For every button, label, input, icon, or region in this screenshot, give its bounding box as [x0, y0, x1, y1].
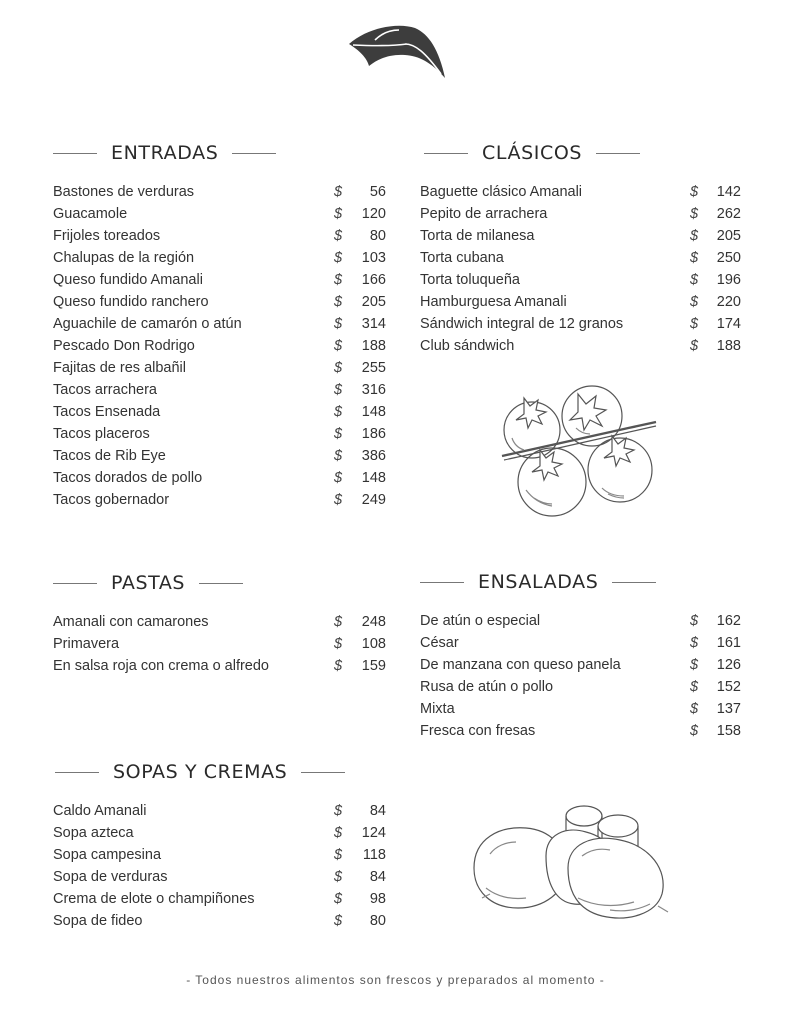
currency-symbol: $ [334, 492, 343, 508]
menu-item-name: Tacos gobernador [53, 492, 170, 508]
menu-item [53, 445, 388, 467]
menu-item-price: 174 [716, 316, 741, 332]
section-title: ENTRADAS [111, 142, 219, 164]
menu-item [53, 181, 388, 203]
menu-item [53, 313, 388, 335]
menu-item-name: Baguette clásico Amanali [420, 184, 583, 200]
currency-symbol: $ [690, 184, 699, 200]
currency-symbol: $ [334, 448, 343, 464]
mushrooms-illustration [470, 798, 682, 922]
menu-item-name: Queso fundido Amanali [53, 272, 203, 288]
menu-item-price: 250 [716, 250, 741, 266]
heading-rule-left [424, 153, 468, 154]
currency-symbol: $ [334, 891, 343, 907]
menu-item [53, 633, 388, 655]
menu-item-name: Frijoles toreados [53, 228, 161, 244]
menu-item [53, 423, 388, 445]
menu-item-name: Sopa de verduras [53, 869, 168, 885]
menu-item-name: Tacos arrachera [53, 382, 157, 398]
menu-list [53, 800, 388, 932]
menu-item [420, 313, 742, 335]
menu-item-name: Queso fundido ranchero [53, 294, 209, 310]
section-header [53, 141, 388, 165]
currency-symbol: $ [334, 338, 343, 354]
menu-item-name: Tacos de Rib Eye [53, 448, 166, 464]
heading-rule-right [301, 772, 345, 773]
menu-list [420, 181, 742, 357]
menu-item-price: 316 [361, 382, 386, 398]
menu-item [53, 247, 388, 269]
menu-item-price: 255 [361, 360, 386, 376]
menu-item [420, 632, 742, 654]
currency-symbol: $ [334, 184, 343, 200]
menu-item-name: Tacos dorados de pollo [53, 470, 203, 486]
menu-item [420, 676, 742, 698]
menu-item [53, 822, 388, 844]
menu-item-price: 84 [369, 869, 386, 885]
menu-item-price: 120 [361, 206, 386, 222]
menu-item-price: 98 [369, 891, 386, 907]
menu-item [53, 866, 388, 888]
heading-rule-right [612, 582, 656, 583]
menu-item-name: Torta de milanesa [420, 228, 535, 244]
section-title: CLÁSICOS [482, 142, 583, 164]
menu-item [53, 379, 388, 401]
currency-symbol: $ [334, 614, 343, 630]
menu-item-name: Fajitas de res albañil [53, 360, 186, 376]
currency-symbol: $ [690, 679, 699, 695]
menu-item-name: Tacos placeros [53, 426, 150, 442]
currency-symbol: $ [334, 360, 343, 376]
currency-symbol: $ [334, 228, 343, 244]
section-title: PASTAS [111, 572, 186, 594]
menu-item-price: 152 [716, 679, 741, 695]
menu-item-name: Chalupas de la región [53, 250, 195, 266]
section-pastas [53, 571, 388, 677]
section-entradas [53, 141, 388, 511]
currency-symbol: $ [334, 470, 343, 486]
menu-item-price: 148 [361, 404, 386, 420]
menu-item-price: 161 [716, 635, 741, 651]
currency-symbol: $ [334, 206, 343, 222]
menu-item-price: 103 [361, 250, 386, 266]
currency-symbol: $ [334, 825, 343, 841]
currency-symbol: $ [690, 635, 699, 651]
menu-item-name: Pescado Don Rodrigo [53, 338, 195, 354]
currency-symbol: $ [690, 250, 699, 266]
menu-item-price: 188 [716, 338, 741, 354]
menu-item-price: 118 [362, 847, 386, 863]
menu-item-name: Caldo Amanali [53, 803, 147, 819]
menu-item [53, 489, 388, 511]
section-header [420, 570, 742, 594]
currency-symbol: $ [334, 316, 343, 332]
currency-symbol: $ [690, 294, 699, 310]
menu-item [420, 610, 742, 632]
heading-rule-left [55, 772, 99, 773]
heading-rule-left [420, 582, 464, 583]
menu-item-price: 124 [361, 825, 386, 841]
section-ensaladas [420, 570, 742, 742]
menu-item [420, 269, 742, 291]
menu-item-price: 248 [361, 614, 386, 630]
menu-item-price: 148 [361, 470, 386, 486]
menu-item-price: 262 [716, 206, 741, 222]
menu-item-price: 108 [361, 636, 386, 652]
menu-item [53, 611, 388, 633]
section-title: SOPAS Y CREMAS [113, 761, 288, 783]
menu-item-name: Torta toluqueña [420, 272, 520, 288]
heading-rule-right [199, 583, 243, 584]
menu-item-price: 386 [361, 448, 386, 464]
currency-symbol: $ [334, 272, 343, 288]
menu-list [53, 611, 388, 677]
menu-list [420, 610, 742, 742]
menu-item [420, 698, 742, 720]
menu-item-name: Sándwich integral de 12 granos [420, 316, 624, 332]
menu-item-price: 162 [716, 613, 741, 629]
menu-item-price: 186 [361, 426, 386, 442]
menu-item-name: En salsa roja con crema o alfredo [53, 658, 269, 674]
menu-item-name: Pepito de arrachera [420, 206, 548, 222]
currency-symbol: $ [690, 657, 699, 673]
section-header [424, 141, 742, 165]
menu-item [420, 247, 742, 269]
menu-item-name: César [420, 635, 459, 651]
section-header [55, 760, 388, 784]
menu-item [53, 800, 388, 822]
currency-symbol: $ [334, 404, 343, 420]
menu-item-price: 314 [361, 316, 386, 332]
menu-item-price: 126 [716, 657, 741, 673]
menu-item-price: 196 [716, 272, 741, 288]
section-title: ENSALADAS [478, 571, 599, 593]
menu-item-name: Primavera [53, 636, 120, 652]
menu-item [53, 401, 388, 423]
menu-item [53, 910, 388, 932]
menu-item-price: 158 [716, 723, 741, 739]
menu-item-name: Torta cubana [420, 250, 504, 266]
currency-symbol: $ [690, 701, 699, 717]
menu-item-price: 188 [361, 338, 386, 354]
currency-symbol: $ [334, 658, 343, 674]
menu-item-name: De manzana con queso panela [420, 657, 621, 673]
menu-item [53, 203, 388, 225]
menu-item [420, 654, 742, 676]
menu-item-name: De atún o especial [420, 613, 541, 629]
menu-item [53, 291, 388, 313]
menu-item [53, 269, 388, 291]
menu-item [420, 181, 742, 203]
section-header [53, 571, 388, 595]
menu-item-price: 220 [716, 294, 741, 310]
menu-item-price: 80 [369, 913, 386, 929]
menu-item-price: 80 [369, 228, 386, 244]
currency-symbol: $ [334, 913, 343, 929]
menu-item-price: 137 [716, 701, 741, 717]
currency-symbol: $ [690, 228, 699, 244]
menu-item [53, 225, 388, 247]
menu-item [53, 844, 388, 866]
menu-item-name: Tacos Ensenada [53, 404, 161, 420]
currency-symbol: $ [690, 723, 699, 739]
menu-item-name: Sopa campesina [53, 847, 162, 863]
currency-symbol: $ [690, 316, 699, 332]
menu-item-price: 205 [716, 228, 741, 244]
menu-item-name: Club sándwich [420, 338, 515, 354]
tomatoes-illustration [490, 378, 660, 520]
menu-item-price: 166 [361, 272, 386, 288]
menu-item-name: Bastones de verduras [53, 184, 195, 200]
currency-symbol: $ [690, 338, 699, 354]
currency-symbol: $ [690, 613, 699, 629]
menu-item [53, 335, 388, 357]
heading-rule-right [596, 153, 640, 154]
menu-item-name: Hamburguesa Amanali [420, 294, 567, 310]
menu-item [53, 655, 388, 677]
currency-symbol: $ [334, 847, 343, 863]
menu-item-price: 159 [361, 658, 386, 674]
menu-item-name: Mixta [420, 701, 455, 717]
currency-symbol: $ [690, 206, 699, 222]
heading-rule-right [232, 153, 276, 154]
menu-item-name: Fresca con fresas [420, 723, 536, 739]
currency-symbol: $ [334, 382, 343, 398]
menu-item-name: Rusa de atún o pollo [420, 679, 554, 695]
currency-symbol: $ [334, 636, 343, 652]
menu-item-price: 205 [361, 294, 386, 310]
currency-symbol: $ [334, 803, 343, 819]
currency-symbol: $ [334, 294, 343, 310]
menu-item [53, 888, 388, 910]
currency-symbol: $ [334, 426, 343, 442]
menu-item-name: Sopa de fideo [53, 913, 143, 929]
menu-item [420, 335, 742, 357]
section-sopas [53, 760, 388, 932]
section-clasicos [420, 141, 742, 357]
menu-item [420, 291, 742, 313]
menu-item [420, 720, 742, 742]
menu-item [420, 203, 742, 225]
menu-item-name: Aguachile de camarón o atún [53, 316, 242, 332]
menu-item-price: 84 [369, 803, 386, 819]
menu-item [53, 467, 388, 489]
menu-item-name: Guacamole [53, 206, 128, 222]
menu-item-price: 249 [361, 492, 386, 508]
menu-item-name: Sopa azteca [53, 825, 134, 841]
footer-note: - Todos nuestros alimentos son frescos y preparados al momento - [186, 973, 605, 987]
menu-item-name: Crema de elote o champiñones [53, 891, 255, 907]
currency-symbol: $ [334, 869, 343, 885]
menu-list [53, 181, 388, 511]
menu-item-price: 56 [369, 184, 386, 200]
menu-item [420, 225, 742, 247]
menu-item-price: 142 [716, 184, 741, 200]
menu-item [53, 357, 388, 379]
menu-item-name: Amanali con camarones [53, 614, 209, 630]
leaf-logo-icon [345, 22, 449, 82]
currency-symbol: $ [690, 272, 699, 288]
heading-rule-left [53, 153, 97, 154]
currency-symbol: $ [334, 250, 343, 266]
heading-rule-left [53, 583, 97, 584]
